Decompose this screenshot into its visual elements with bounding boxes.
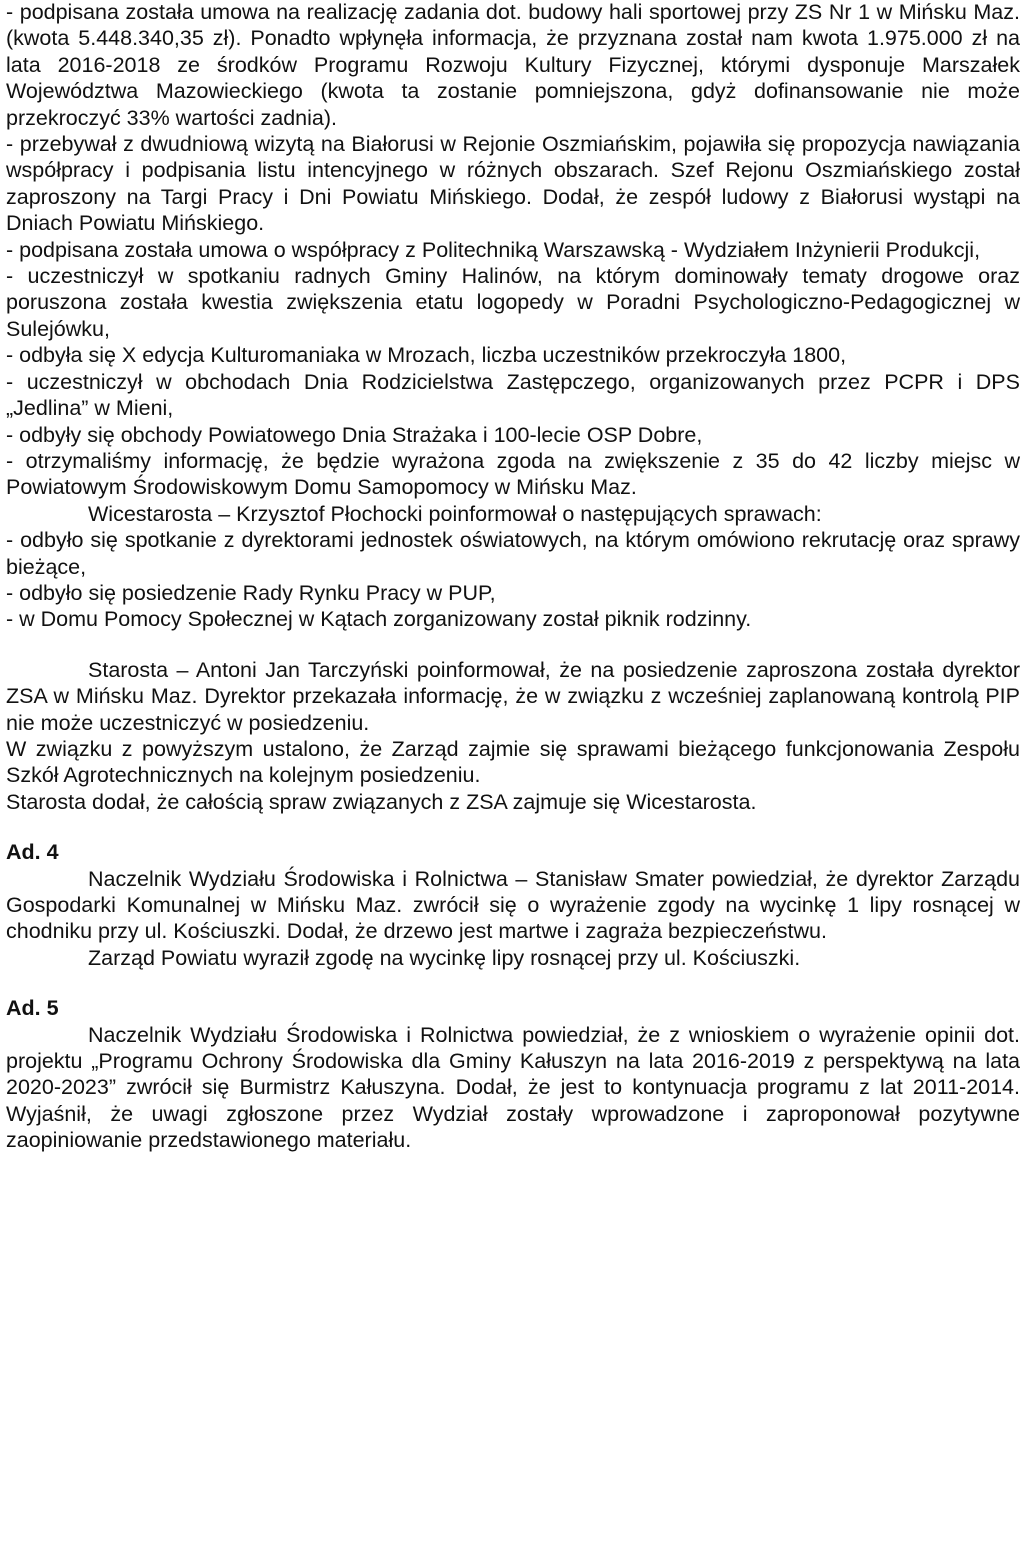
paragraph-gap bbox=[6, 815, 1020, 839]
bullet-paragraph: - otrzymaliśmy informację, że będzie wyrażona zgoda na zwiększenie z 35 do 42 liczby miejsc w Powiatowym Środowiskowym Domu Samopomocy w Mińsku Maz. bbox=[6, 448, 1020, 500]
bullet-paragraph: - odbyły się obchody Powiatowego Dnia Strażaka i 100-lecie OSP Dobre, bbox=[6, 422, 703, 447]
paragraph: W związku z powyższym ustalono, że Zarząd zajmie się sprawami bieżącego funkcjonowania Zespołu Szkół Agrotechnicznych na kolejnym posiedzeniu. bbox=[6, 736, 1020, 788]
paragraph: Wicestarosta – Krzysztof Płochocki poinformował o następujących sprawach: bbox=[88, 501, 822, 526]
paragraph: Naczelnik Wydziału Środowiska i Rolnictwa powiedział, że z wnioskiem o wyrażenie opinii dot. projektu „Programu Ochrony Środowiska dla Gminy Kałuszyn na lata 2016-2019 z perspektywą na lata 2020-2023” zwrócił się Burmistrz Kałuszyna. Dodał, że jest to kontynuacja programu z lat 2011-2014. Wyjaśnił, że uwagi zgłoszone przez Wydział zostały wprowadzone i zaproponował pozytywne zaopiniowanie przedstawionego materiału. bbox=[6, 1022, 1020, 1153]
bullet-paragraph: - odbyło się posiedzenie Rady Rynku Pracy w PUP, bbox=[6, 580, 496, 605]
bullet-paragraph: - uczestniczył w obchodach Dnia Rodzicielstwa Zastępczego, organizowanych przez PCPR i DPS „Jedlina” w Mieni, bbox=[6, 369, 1020, 421]
section-heading: Ad. 5 bbox=[6, 996, 59, 1021]
paragraph: Zarząd Powiatu wyraził zgodę na wycinkę lipy rosnącej przy ul. Kościuszki. bbox=[88, 945, 801, 970]
bullet-paragraph: - w Domu Pomocy Społecznej w Kątach zorganizowany został piknik rodzinny. bbox=[6, 607, 752, 632]
paragraph: Naczelnik Wydziału Środowiska i Rolnictwa – Stanisław Smater powiedział, że dyrektor Zarządu Gospodarki Komunalnej w Mińsku Maz. zwrócił się o wyrażenie zgody na wycinkę 1 lipy rosnącej w chodniku przy ul. Kościuszki. Dodał, że drzewo jest martwe i zagraża bezpieczeństwu. bbox=[6, 866, 1020, 944]
bullet-paragraph: - odbyła się X edycja Kulturomaniaka w Mrozach, liczba uczestników przekroczyła 1800, bbox=[6, 343, 847, 368]
bullet-paragraph: - przebywał z dwudniową wizytą na Białorusi w Rejonie Oszmiańskim, pojawiła się propozycja nawiązania współpracy i podpisania listu intencyjnego w różnych obszarach. Szef Rejonu Oszmiańskiego został zaproszony na Targi Pracy i Dni Powiatu Mińskiego. Dodał, że zespół ludowy z Białorusi wystąpi na Dniach Powiatu Mińskiego. bbox=[6, 132, 1020, 236]
paragraph-gap bbox=[6, 971, 1020, 995]
bullet-paragraph: - podpisana została umowa o współpracy z Politechniką Warszawską - Wydziałem Inżynierii Produkcji, bbox=[6, 237, 981, 262]
paragraph-gap bbox=[6, 633, 1020, 657]
bullet-paragraph: - podpisana została umowa na realizację zadania dot. budowy hali sportowej przy ZS Nr 1 w Mińsku Maz. (kwota 5.448.340,35 zł). Ponadto wpłynęła informacja, że przyznana został nam kwota 1.975.000 zł na lata 2016-2018 ze środków Programu Rozwoju Kultury Fizycznej, którymi dysponuje Marszałek Województwa Mazowieckiego (kwota ta zostanie pomniejszona, gdyż dofinansowanie nie może przekroczyć 33% wartości zadnia). bbox=[6, 0, 1020, 130]
section-heading: Ad. 4 bbox=[6, 840, 59, 865]
paragraph: Starosta – Antoni Jan Tarczyński poinformował, że na posiedzenie zaproszona została dyrektor ZSA w Mińsku Maz. Dyrektor przekazała informację, że w związku z wcześniej zaplanowaną kontrolą PIP nie może uczestniczyć w posiedzeniu. bbox=[6, 657, 1020, 735]
paragraph: Starosta dodał, że całością spraw związanych z ZSA zajmuje się Wicestarosta. bbox=[6, 789, 757, 814]
bullet-paragraph: - odbyło się spotkanie z dyrektorami jednostek oświatowych, na którym omówiono rekrutację oraz sprawy bieżące, bbox=[6, 528, 1020, 579]
bullet-paragraph: - uczestniczył w spotkaniu radnych Gminy Halinów, na którym dominowały tematy drogowe oraz poruszona została kwestia zwiększenia etatu logopedy w Poradni Psychologiczno-Pedagogicznej w Sulejówku, bbox=[6, 264, 1020, 341]
